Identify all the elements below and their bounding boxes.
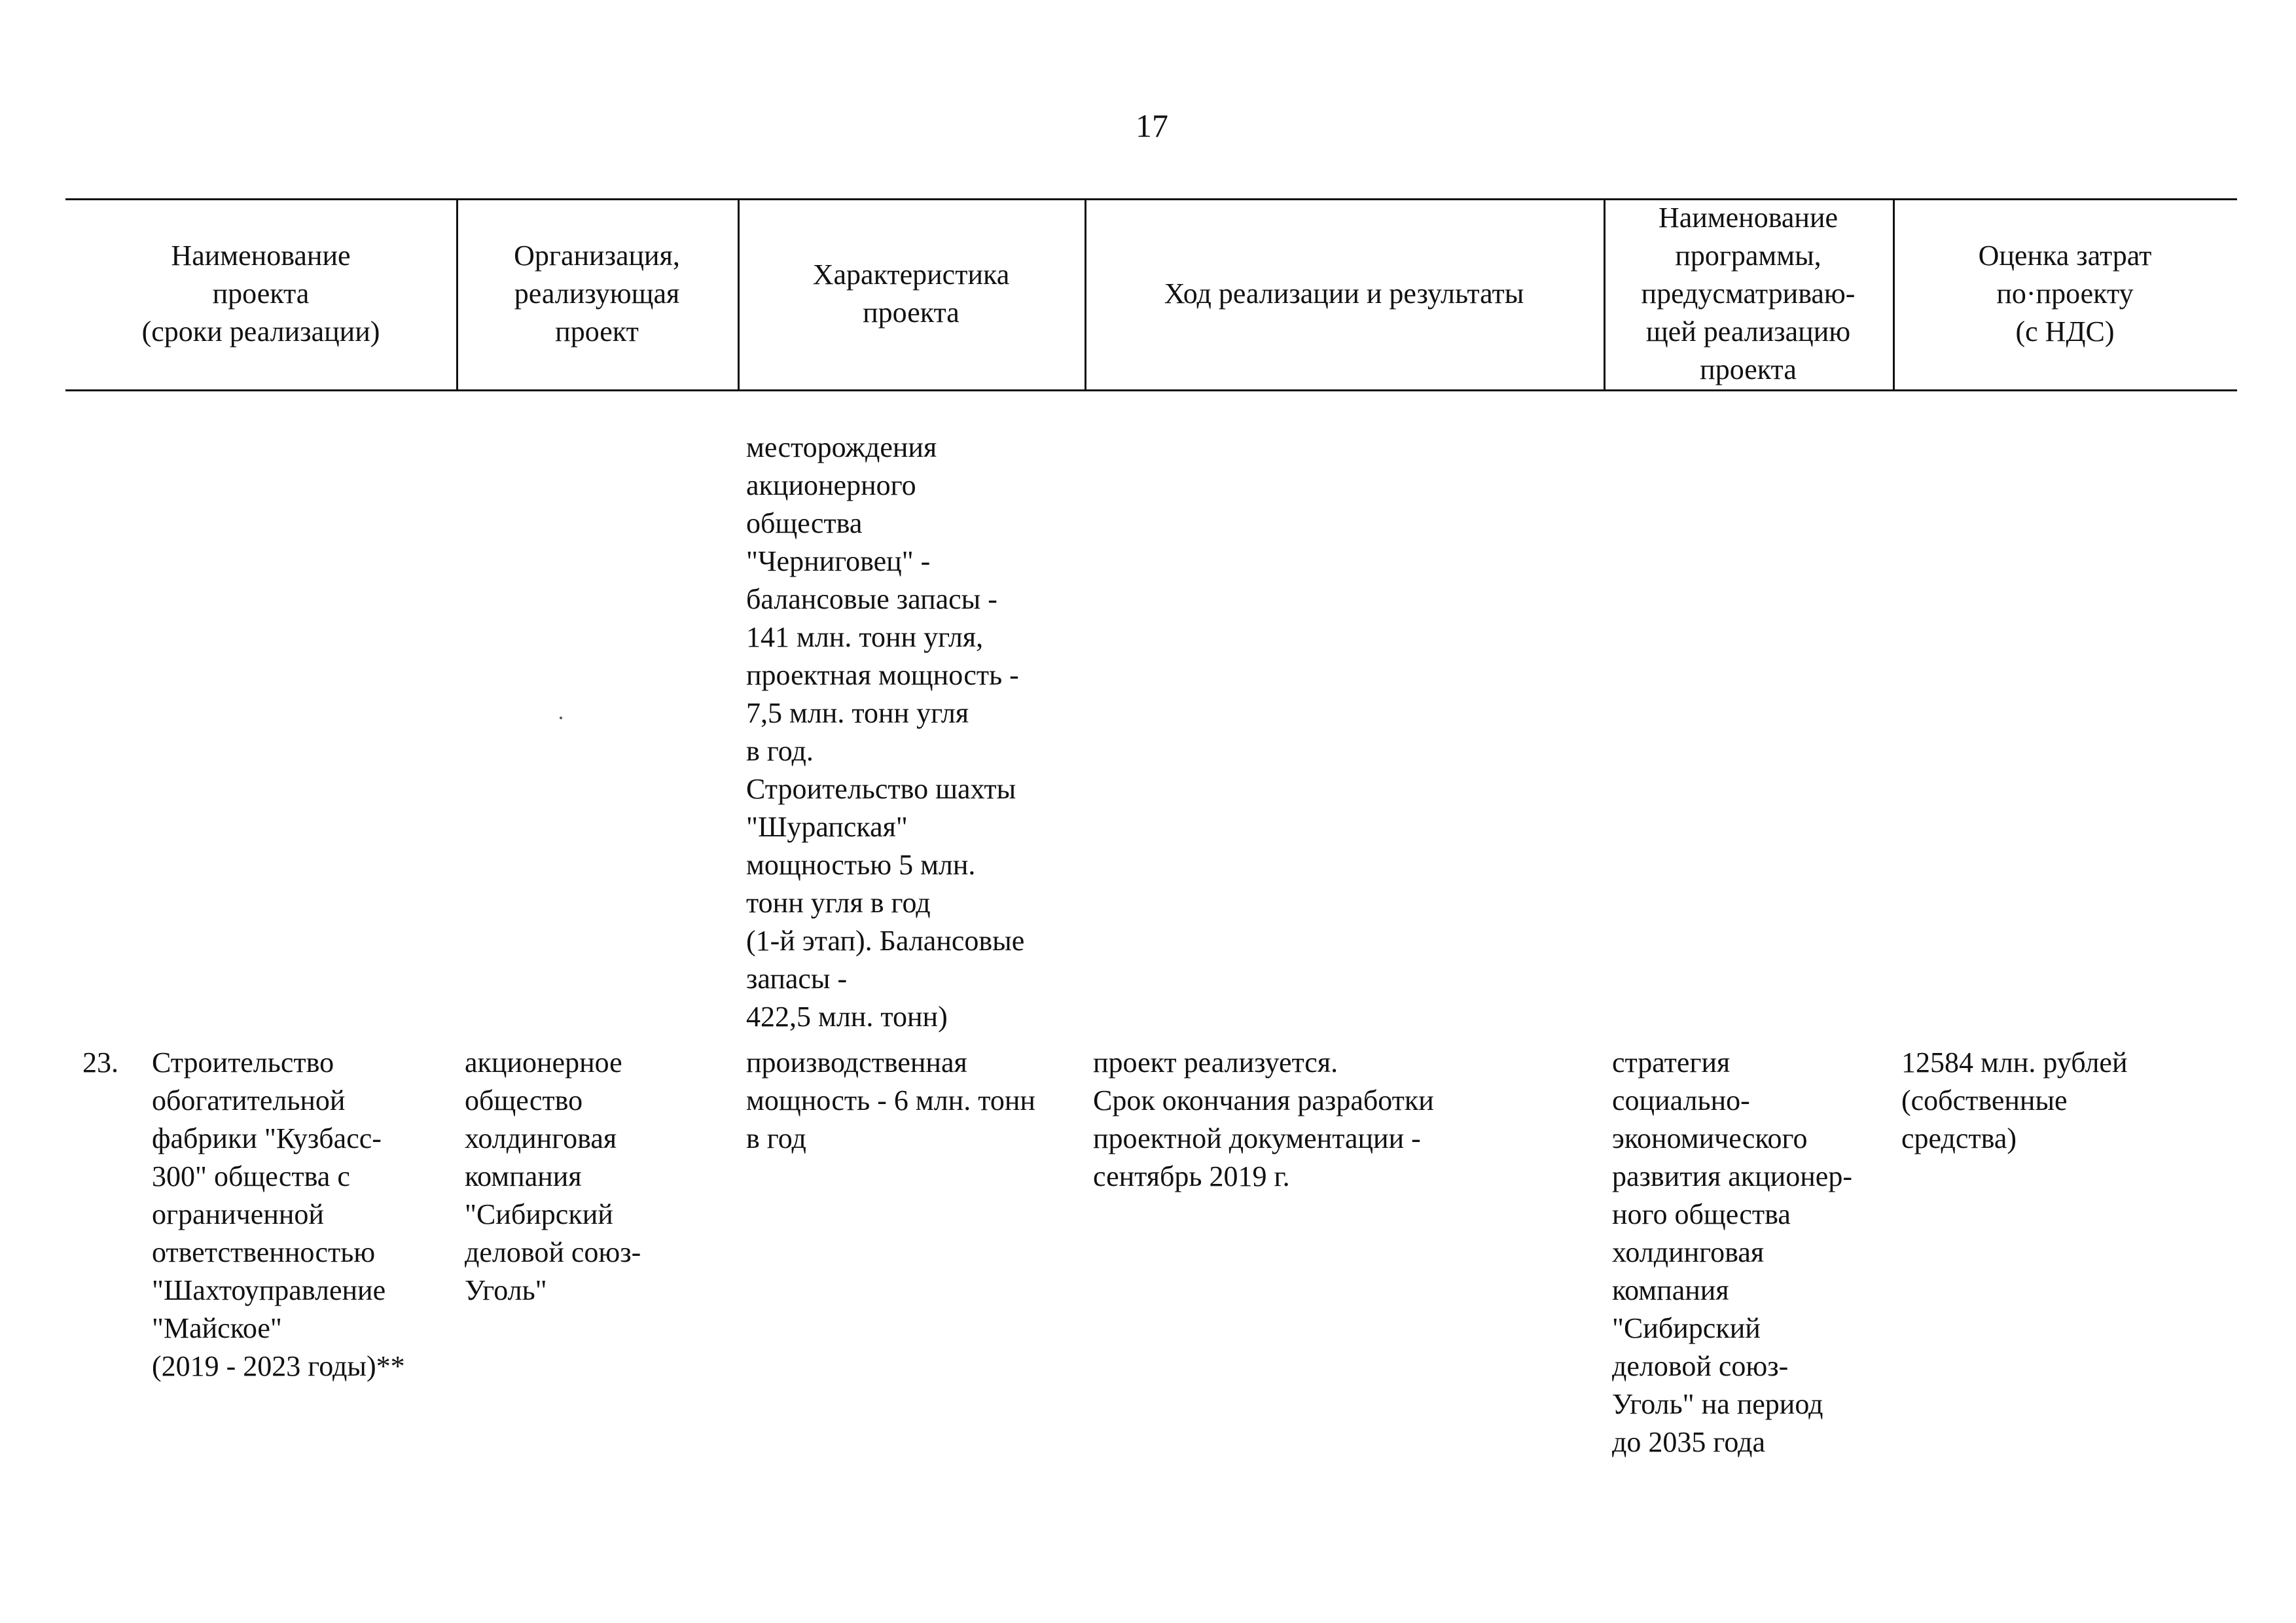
table-header-bottom-rule [65, 389, 2237, 391]
row-characteristic: производственная мощность - 6 млн. тонн в год [746, 1046, 1035, 1154]
header-characteristic: Характеристика проекта [812, 259, 1010, 329]
scan-speck [560, 717, 562, 719]
row-progress: проект реализуется. Срок окончания разработки проектной документации - сентябрь 2019 г. [1093, 1046, 1434, 1192]
row-cost: 12584 млн. рублей (собственные средства) [1901, 1046, 2128, 1154]
header-cost: Оценка затрат по·проекту (с НДС) [1978, 240, 2152, 348]
row-organization: акционерное общество холдинговая компания "Сибирский деловой союз- Уголь" [465, 1046, 641, 1306]
row-number: 23. [82, 1046, 118, 1079]
header-progress: Ход реализации и результаты [1164, 277, 1524, 310]
continuation-characteristic: месторождения акционерного общества "Черниговец" - балансовые запасы - 141 млн. тонн угля, проектная мощность - 7,5 млн. тонн угля в год. Строительство шахты "Шурапская" мощностью 5 млн. тонн угля в год (1-й этап). Балансовые запасы - 422,5 млн. тонн) [746, 431, 1025, 1033]
header-project-name: Наименование проекта (сроки реализации) [141, 240, 380, 348]
row-program: стратегия социально- экономического развития акционер- ного общества холдинговая компания "Сибирский деловой союз- Уголь" на период до 2035 года [1612, 1046, 1852, 1458]
row-project-name: Строительство обогатительной фабрики "Кузбасс- 300" общества с ограниченной ответственностью "Шахтоуправление "Майское" (2019 - 2023 годы)** [152, 1046, 405, 1382]
header-organization: Организация, реализующая проект [514, 240, 680, 348]
page-number: 17 [1136, 107, 1168, 144]
header-program: Наименование программы, предусматриваю- щей реализацию проекта [1641, 202, 1856, 385]
